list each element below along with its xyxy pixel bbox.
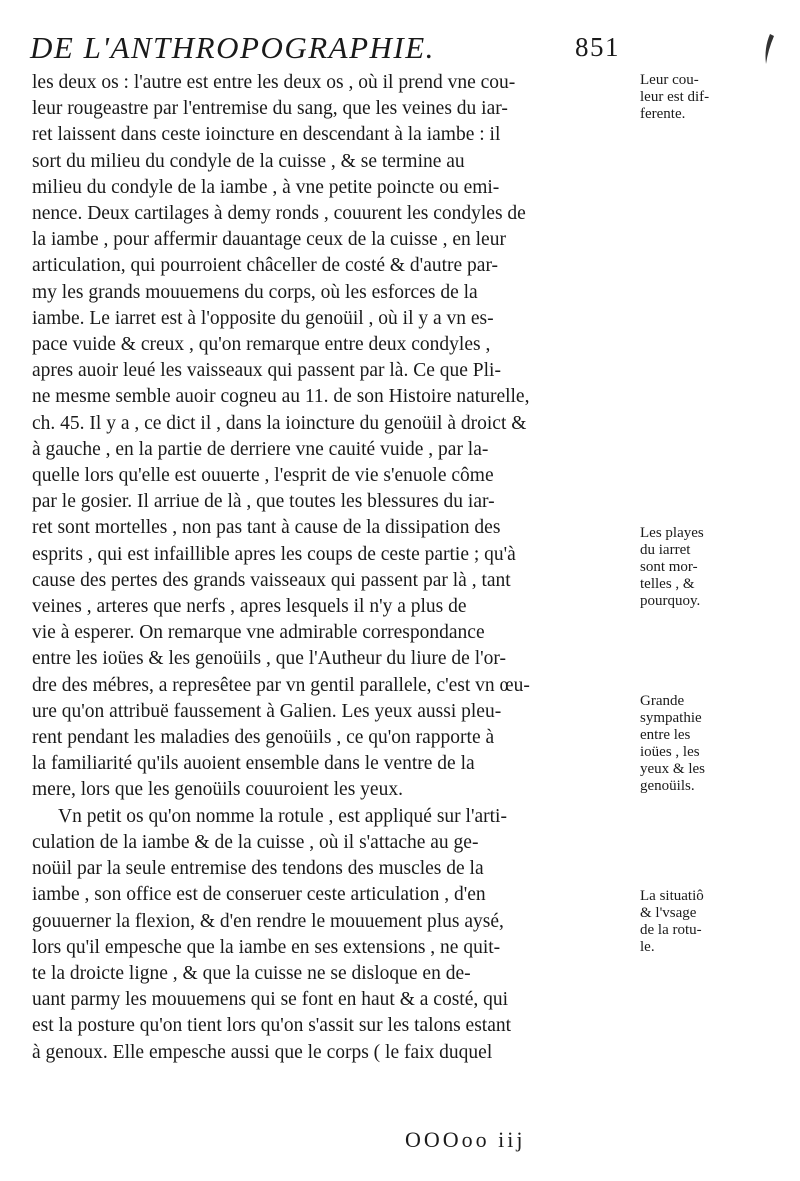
page-number: 851 xyxy=(575,32,620,62)
page-title: DE L'ANTHROPOGRAPHIE. xyxy=(30,30,435,65)
margin-note-line: pourquoy. xyxy=(640,593,701,609)
text-line: sort du milieu du condyle de la cuisse , & se termine au xyxy=(32,150,465,172)
margin-note-line: yeux & les xyxy=(640,761,705,777)
text-line: ne mesme semble auoir cogneu au 11. de son Histoire naturelle, xyxy=(32,386,530,408)
margin-note-line: sont mor- xyxy=(640,559,698,575)
margin-note-line: entre les xyxy=(640,727,691,743)
text-line: entre les ioües & les genoüils , que l'Autheur du liure de l'or- xyxy=(32,648,506,670)
running-header xyxy=(30,26,630,70)
text-line: nence. Deux cartilages à demy ronds , couurent les condyles de xyxy=(32,203,526,225)
text-line: apres auoir leué les vaisseaux qui passent par là. Ce que Pli- xyxy=(32,360,501,382)
margin-note-line: Leur cou- xyxy=(640,72,699,88)
text-line: ch. 45. Il y a , ce dict il , dans la ioincture du genoüil à droict & xyxy=(32,412,527,434)
margin-note-line: de la rotu- xyxy=(640,922,702,938)
text-line: ret laissent dans ceste ioincture en descendant à la iambe : il xyxy=(32,124,501,146)
text-line: uant parmy les mouuemens qui se font en haut & a costé, qui xyxy=(32,989,509,1011)
margin-note xyxy=(640,72,790,123)
text-line: les deux os : l'autre est entre les deux os , où il prend vne cou- xyxy=(32,72,516,93)
text-line: est la posture qu'on tient lors qu'on s'assit sur les talons estant xyxy=(32,1015,512,1037)
text-line: ure qu'on attribuë faussement à Galien. Les yeux aussi pleu- xyxy=(32,700,502,722)
margin-note-line: ferente. xyxy=(640,106,686,122)
text-line: iambe. Le iarret est à l'opposite du genoüil , où il y a vn es- xyxy=(32,307,494,329)
margin-note-line: le. xyxy=(640,939,655,955)
text-line: rent pendant les maladies des genoüils , ce qu'on rapporte à xyxy=(32,727,495,749)
text-line: milieu du condyle de la iambe , à vne petite poincte ou emi- xyxy=(32,176,500,198)
text-line: la iambe , pour affermir dauantage ceux de la cuisse , en leur xyxy=(32,229,506,251)
margin-note xyxy=(640,525,790,610)
margin-note-line: ioües , les xyxy=(640,744,700,760)
margin-note xyxy=(640,888,790,956)
text-line: iambe , son office est de conseruer ceste articulation , d'en xyxy=(32,884,486,906)
margin-note-line: Grande xyxy=(640,693,685,709)
margin-note-line: La situatiô xyxy=(640,888,704,904)
text-line: ret sont mortelles , non pas tant à cause de la dissipation des xyxy=(32,517,501,539)
text-line: vie à esperer. On remarque vne admirable correspondance xyxy=(32,622,485,644)
margin-note xyxy=(640,693,790,795)
text-line: pace vuide & creux , qu'on remarque entre deux condyles , xyxy=(32,334,491,356)
text-line: dre des mébres, a represêtee par vn gentil parallele, c'est vn œu- xyxy=(32,674,530,696)
text-line: par le gosier. Il arriue de là , que toutes les blessures du iar- xyxy=(32,491,495,513)
margin-note-line: leur est dif- xyxy=(640,89,710,105)
text-line: quelle lors qu'elle est ouuerte , l'esprit de vie s'enuole côme xyxy=(32,465,494,487)
text-line: gouuerner la flexion, & d'en rendre le mouuement plus aysé, xyxy=(32,910,504,932)
ink-mark-icon xyxy=(756,30,778,70)
text-line: à gauche , en la partie de derriere vne cauité vuide , par la- xyxy=(32,438,489,460)
margin-note-line: du iarret xyxy=(640,542,691,558)
text-line: lors qu'il empesche que la iambe en ses extensions , ne quit- xyxy=(32,936,501,958)
margin-note-line: telles , & xyxy=(640,576,695,592)
text-line: te la droicte ligne , & que la cuisse ne se disloque en de- xyxy=(32,962,471,984)
text-line: cause des pertes des grands vaisseaux qui passent par là , tant xyxy=(32,569,511,591)
text-line: esprits , qui est infaillible apres les coups de ceste partie ; qu'à xyxy=(32,543,516,565)
margin-note-line: sympathie xyxy=(640,710,702,726)
text-line: culation de la iambe & de la cuisse , où il s'attache au ge- xyxy=(32,831,479,853)
text-line: articulation, qui pourroient châceller de costé & d'autre par- xyxy=(32,255,499,277)
text-line: Vn petit os qu'on nomme la rotule , est appliqué sur l'arti- xyxy=(58,805,507,827)
margin-note-line: genoüils. xyxy=(640,778,695,794)
text-line: mere, lors que les genoüils couuroient les yeux. xyxy=(32,779,403,801)
catchword: OOOoo iij xyxy=(405,1127,526,1152)
text-line: leur rougeastre par l'entremise du sang, que les veines du iar- xyxy=(32,98,508,120)
margin-note-line: Les playes xyxy=(640,525,704,541)
text-line: noüil par la seule entremise des tendons des muscles de la xyxy=(32,858,484,880)
text-line: veines , arteres que nerfs , apres lesquels il n'y a plus de xyxy=(32,596,467,618)
body-text xyxy=(32,70,637,1066)
text-line: à genoux. Elle empesche aussi que le corps ( le faix duquel xyxy=(32,1041,493,1063)
text-line: my les grands mouuemens du corps, où les esforces de la xyxy=(32,281,478,303)
margin-note-line: & l'vsage xyxy=(640,905,697,921)
text-line: la familiarité qu'ils auoient ensemble dans le ventre de la xyxy=(32,753,475,775)
